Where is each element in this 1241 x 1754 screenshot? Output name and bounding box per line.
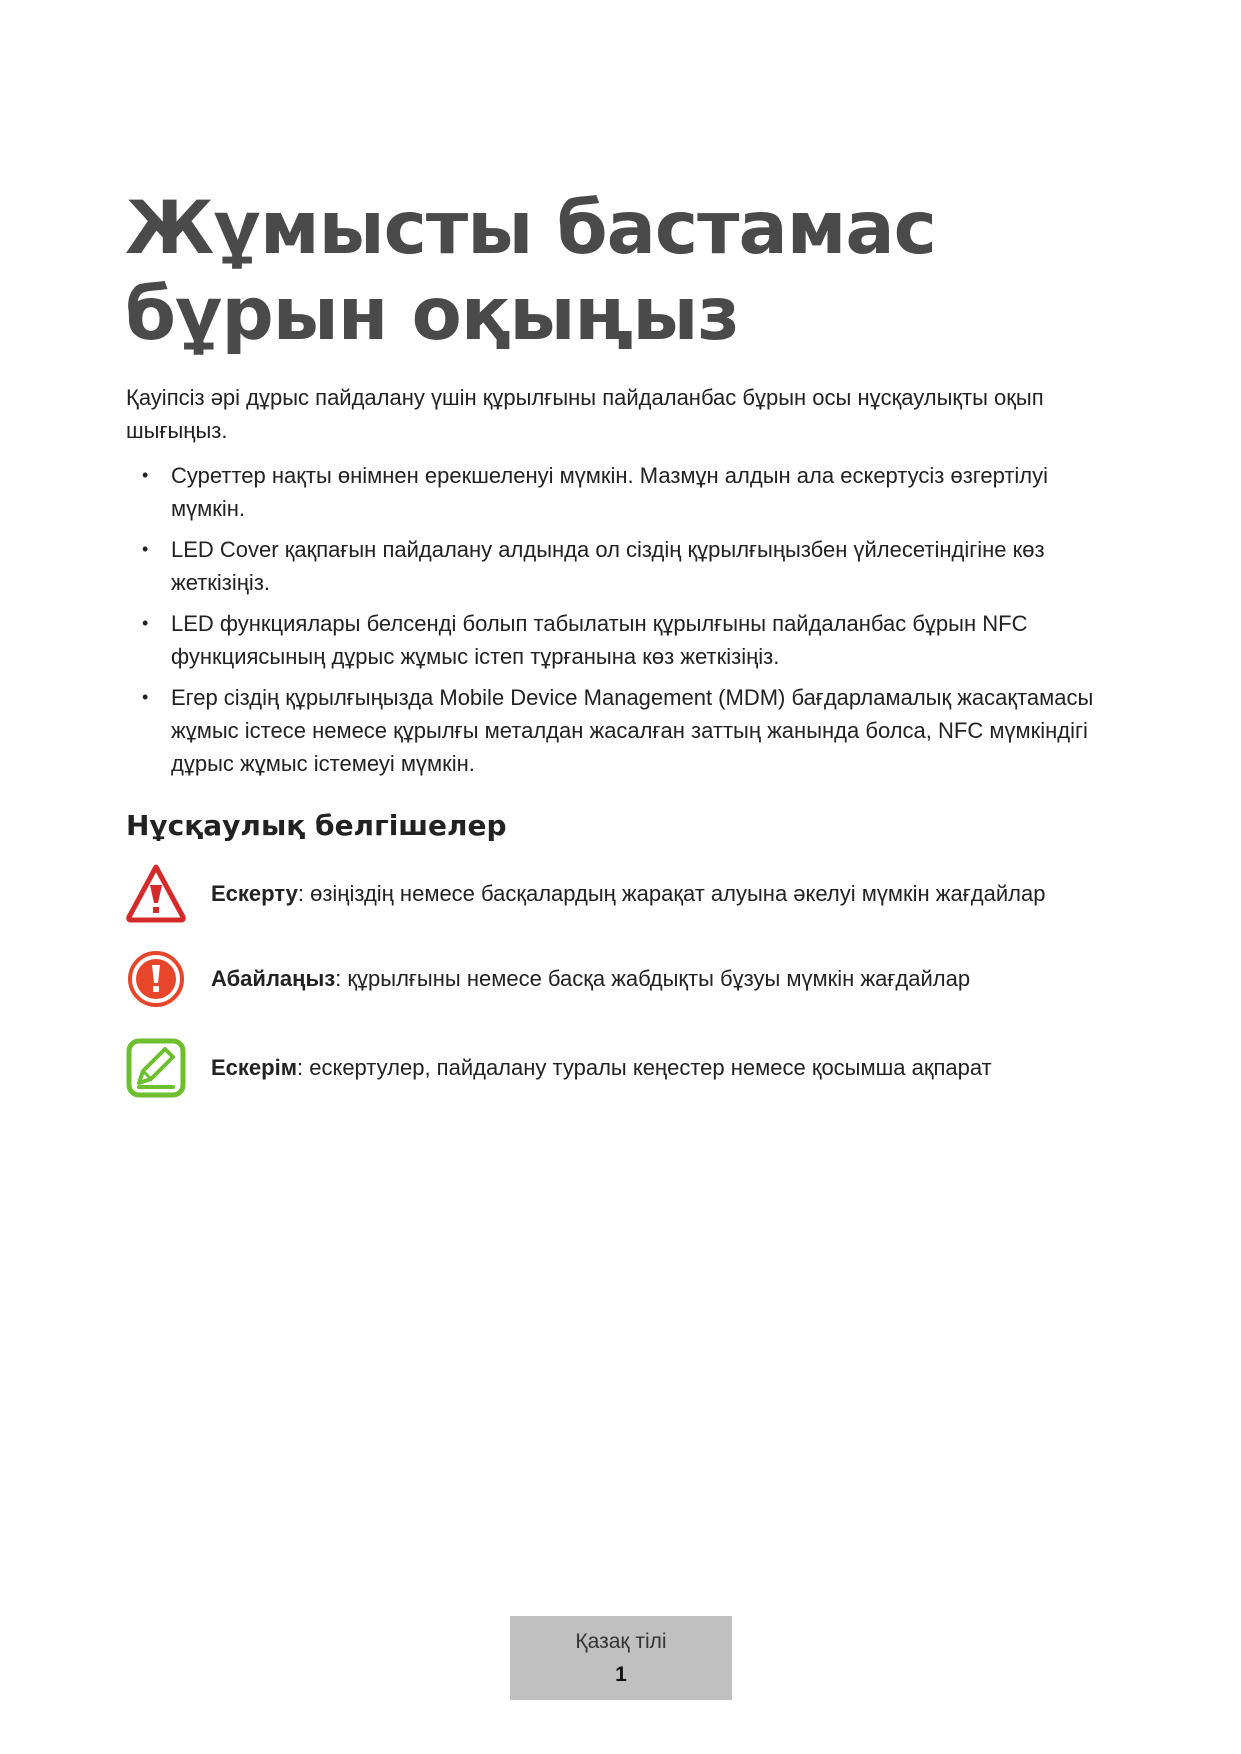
warning-triangle-icon bbox=[125, 863, 187, 925]
bullet-text: LED функциялары белсенді болып табылатын құрылғыны пайдаланбас бұрын NFC функциясының дұрыс жұмыс істеп тұрғанына көз жеткізіңіз. bbox=[171, 611, 1028, 669]
notice-note-label: Ескерім bbox=[211, 1055, 297, 1080]
notice-warning bbox=[125, 863, 1125, 925]
footer-page-number: 1 bbox=[615, 1663, 627, 1686]
bullet-text: LED Cover қақпағын пайдалану алдында ол сіздің құрылғыңызбен үйлесетіндігіне көз жеткізіңіз. bbox=[171, 537, 1045, 595]
page-footer bbox=[510, 1616, 732, 1700]
bullet-item bbox=[126, 533, 1116, 599]
notice-note bbox=[125, 1037, 1125, 1099]
bullet-dot: • bbox=[142, 687, 149, 707]
bullet-dot: • bbox=[142, 613, 149, 633]
notice-caution-text bbox=[211, 948, 1111, 1010]
notice-caution bbox=[125, 948, 1125, 1010]
bullet-text: Суреттер нақты өнімнен ерекшеленуі мүмкін. Мазмұн алдын ала ескертусіз өзгертілуі мүмкін. bbox=[171, 463, 1049, 521]
notice-note-text bbox=[211, 1037, 1111, 1099]
bullet-item bbox=[126, 681, 1116, 780]
bullet-item bbox=[126, 459, 1116, 525]
bullet-dot: • bbox=[142, 539, 149, 559]
notice-caution-description: : құрылғыны немесе басқа жабдықты бұзуы мүмкін жағдайлар bbox=[335, 966, 971, 991]
notice-warning-text bbox=[211, 863, 1111, 925]
page-title: Жұмысты бастамас бұрын оқыңыз bbox=[125, 186, 936, 357]
bullet-text: Егер сіздің құрылғыңызда Mobile Device Management (MDM) бағдарламалық жасақтамасы жұмыс істесе немесе құрылғы металдан жасалған заттың жанында болса, NFC мүмкіндігі дұрыс жұмыс істемеуі мүмкін. bbox=[171, 685, 1094, 776]
section-title: Нұсқаулық белгішелер bbox=[126, 809, 507, 842]
bullet-dot: • bbox=[142, 465, 149, 485]
bullet-list bbox=[126, 459, 1116, 788]
caution-circle-icon bbox=[125, 948, 187, 1010]
notice-warning-label: Ескерту bbox=[211, 881, 298, 906]
footer-language: Қазақ тілі bbox=[575, 1630, 667, 1653]
bullet-item bbox=[126, 607, 1116, 673]
notice-warning-description: : өзіңіздің немесе басқалардың жарақат алуына әкелуі мүмкін жағдайлар bbox=[297, 881, 1046, 906]
notice-note-description: : ескертулер, пайдалану туралы кеңестер немесе қосымша ақпарат bbox=[296, 1055, 992, 1080]
notice-caution-label: Абайлаңыз bbox=[211, 966, 336, 991]
note-pencil-icon bbox=[125, 1037, 187, 1099]
intro-paragraph: Қауіпсіз әрі дұрыс пайдалану үшін құрылғыны пайдаланбас бұрын осы нұсқаулықты оқып шығыңыз. bbox=[126, 385, 1044, 443]
